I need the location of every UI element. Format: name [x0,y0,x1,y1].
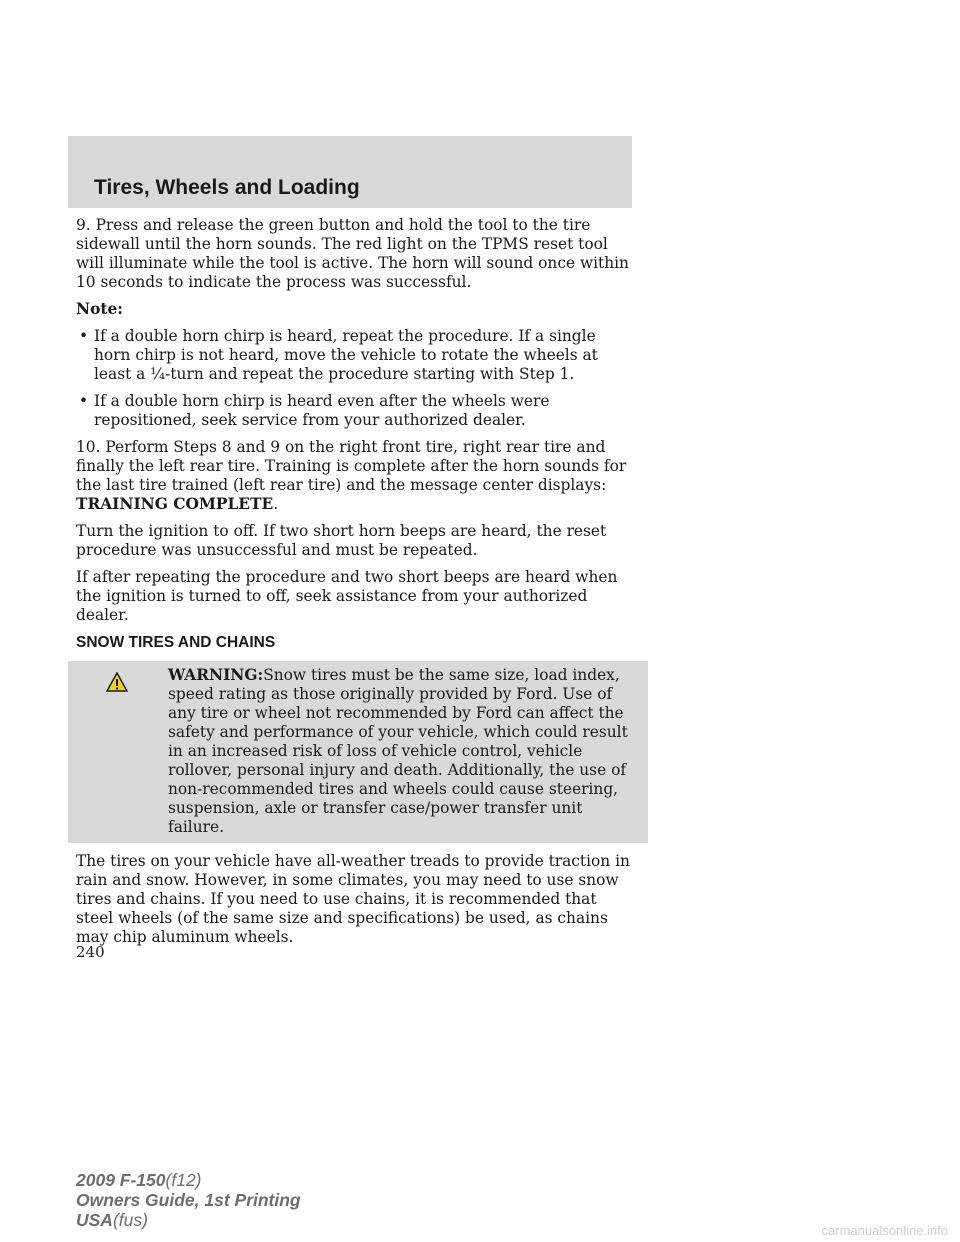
warning-label: WARNING: [168,666,264,684]
chains-paragraph: The tires on your vehicle have all-weather treads to provide traction in rain and snow. However, in some climates, you may need to use snow tires and chains. If you need to use chains, it is recommended that steel wheels (of the same size and specifications) be used, as chains may chip aluminum wheels. [76,852,630,946]
footer-line-market [76,1210,301,1230]
footer-line-model [76,1170,301,1190]
document-footer [76,1170,301,1230]
footer-model-code: (f12) [165,1170,202,1190]
footer-market-code: (fus) [112,1210,148,1230]
ignition-paragraph: Turn the ignition to off. If two short horn beeps are heard, the reset procedure was unsuccessful and must be repeated. [76,522,607,559]
footer-line-guide: Owners Guide, 1st Printing [76,1190,301,1210]
watermark: carmanualsonline.info [821,1223,948,1238]
sentence-period: . [273,495,279,513]
warning-triangle-icon [106,672,128,692]
warning-text: Snow tires must be the same size, load index, speed rating as those originally provided by Ford. Use of any tire or wheel not recommended by Ford can affect the safety and performance of your vehicle, which could result in an increased risk of loss of vehicle control, vehicle rollover, personal injury and death. Additionally, the use of non-recommended tires and wheels could cause steering, suspension, axle or transfer case/power transfer unit failure. [168,666,628,836]
page-number: 240 [76,943,105,961]
repeat-paragraph: If after repeating the procedure and two short beeps are heard when the ignition is turned to off, seek assistance from your authorized dealer. [76,568,618,624]
page-content [76,216,636,955]
note-text: If a double horn chirp is heard even after the wheels were repositioned, seek service from your authorized dealer. [94,392,550,429]
step-10-paragraph [76,438,636,514]
note-label: Note: [76,300,123,318]
warning-box [68,661,648,843]
note-list [76,327,636,430]
snow-tires-heading: SNOW TIRES AND CHAINS [76,634,276,651]
step-10-text: 10. Perform Steps 8 and 9 on the right front tire, right rear tire and finally the left rear tire. Training is complete after the horn sounds for the last tire trained (left rear tire) and the message center displays: [76,438,627,494]
bullet-icon: • [79,327,89,345]
bullet-icon: • [79,392,89,410]
training-complete-message: TRAINING COMPLETE [76,495,274,513]
footer-model: 2009 F-150 [76,1170,166,1190]
list-item [76,327,636,384]
section-title: Tires, Wheels and Loading [94,176,360,199]
list-item [76,392,636,430]
step-9-paragraph: 9. Press and release the green button and hold the tool to the tire sidewall until the horn sounds. The red light on the TPMS reset tool will illuminate while the tool is active. The horn will sound once within 10 seconds to indicate the process was successful. [76,216,629,291]
footer-market: USA [76,1210,113,1230]
warning-content [76,666,636,837]
note-text: If a double horn chirp is heard, repeat the procedure. If a single horn chirp is not heard, move the vehicle to rotate the wheels at least a ¼-turn and repeat the procedure starting with Step 1. [94,327,598,383]
